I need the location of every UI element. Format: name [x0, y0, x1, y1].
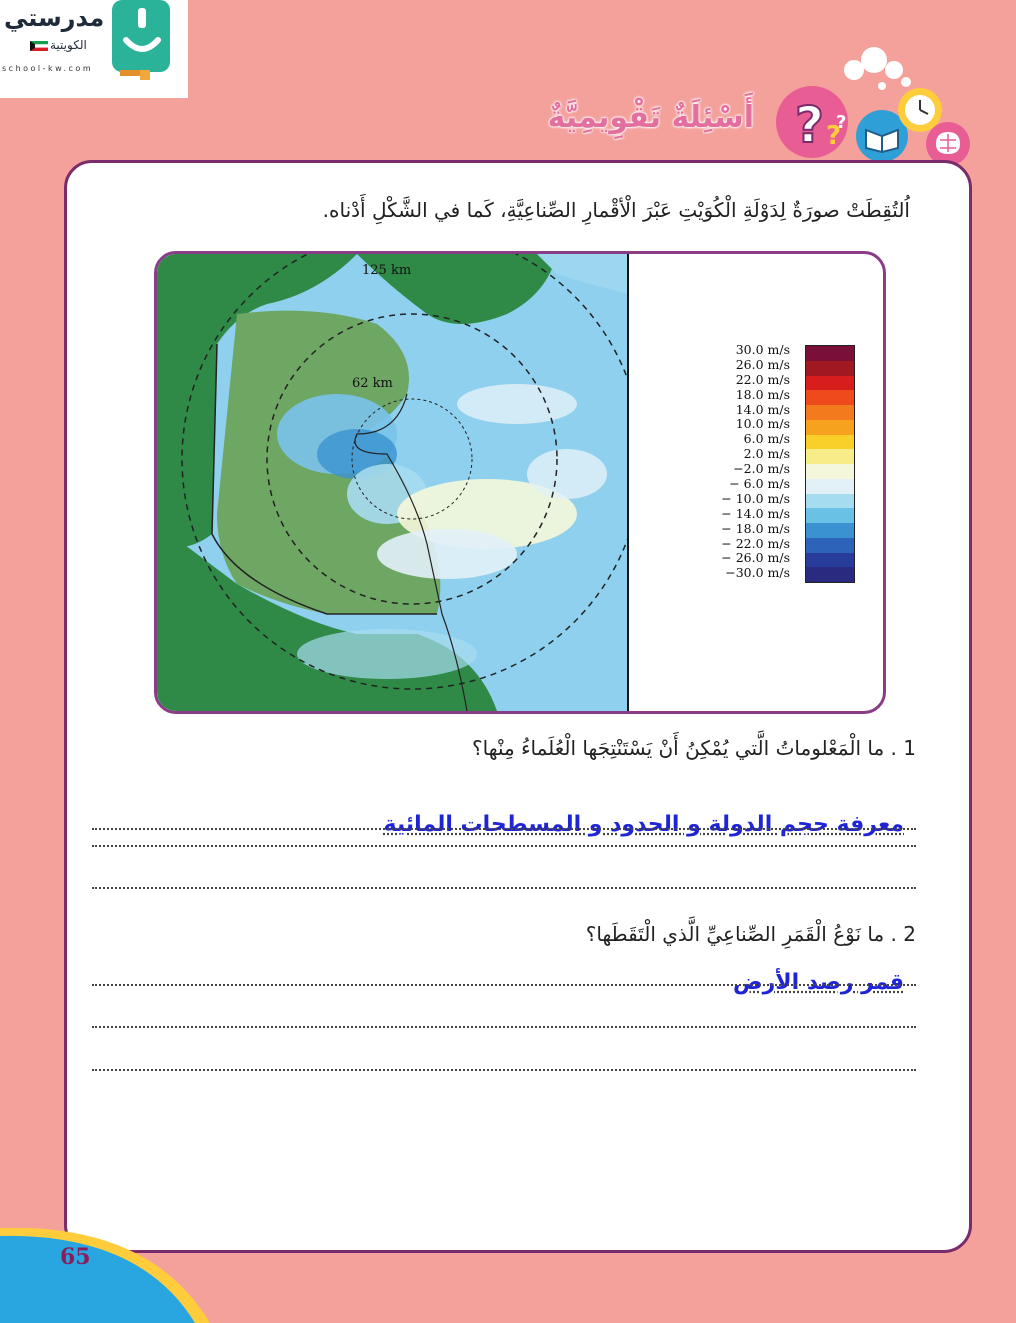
legend-label: 26.0 m/s: [735, 356, 790, 372]
svg-text:?: ?: [836, 112, 847, 133]
legend-label: − 6.0 m/s: [729, 476, 790, 492]
svg-text:?: ?: [826, 121, 842, 151]
range-label-inner: 62 km: [352, 376, 393, 391]
header-decoration: [770, 40, 980, 165]
legend-swatch: [806, 376, 854, 391]
legend-label: −2.0 m/s: [733, 461, 790, 477]
answer-2: قمر رصد الأرض: [733, 970, 904, 995]
range-label-outer: 125 km: [362, 263, 412, 278]
logo-subtitle: الكويتية: [50, 38, 87, 52]
question-2: 2 . ما نَوْعُ الْقَمَرِ الصِّناعِيِّ الَّذي الْتَقَطَها؟: [585, 922, 916, 946]
answer-line: [92, 1026, 916, 1028]
answer-line: [92, 1069, 916, 1071]
bubbles-icon: [844, 47, 911, 90]
legend-color-bar: [805, 345, 855, 583]
question-mark-icon: [776, 86, 848, 158]
kuwait-flag-icon: [30, 41, 48, 51]
page-corner: [0, 1228, 230, 1323]
legend-labels: [702, 343, 790, 581]
page-number: 65: [60, 1244, 91, 1270]
question-1: 1 . ما الْمَعْلوماتُ الَّتي يُمْكِنُ أَنْ يَسْتَنْتِجَها الْعُلَماءُ مِنْها؟: [472, 736, 916, 760]
legend-label: − 14.0 m/s: [721, 505, 790, 521]
legend-label: 30.0 m/s: [735, 342, 790, 357]
legend-swatch: [806, 567, 854, 582]
legend-swatch: [806, 435, 854, 450]
logo-title: مدرستي: [4, 4, 105, 32]
logo-mark-icon: [108, 0, 172, 80]
legend-label: 2.0 m/s: [743, 446, 790, 462]
satellite-figure: [154, 251, 886, 714]
intro-text: اُلتُقِطَتْ صورَةٌ لِدَوْلَةِ الْكُوَيْتِ عَبْرَ الْأقْمارِ الصِّناعِيَّةِ، كَما في الشَّكْلِ أَدْناه.: [322, 198, 910, 222]
legend-label: 6.0 m/s: [743, 431, 790, 447]
answer-1: معرفة حجم الدولة و الحدود و المسطحات المائية: [383, 812, 904, 837]
answer-line: [92, 984, 916, 986]
legend-label: − 22.0 m/s: [721, 535, 790, 551]
legend-swatch: [806, 553, 854, 568]
legend-label: 10.0 m/s: [735, 416, 790, 432]
legend-label: − 26.0 m/s: [721, 550, 790, 566]
answer-line: [92, 845, 916, 847]
figure-divider: [627, 254, 629, 711]
legend-label: −30.0 m/s: [725, 565, 790, 581]
legend-label: 18.0 m/s: [735, 386, 790, 402]
legend-label: 14.0 m/s: [735, 401, 790, 417]
logo-url: school-kw.com: [2, 64, 94, 73]
legend-swatch: [806, 405, 854, 420]
velocity-legend: [702, 343, 862, 583]
legend-swatch: [806, 390, 854, 405]
legend-swatch: [806, 523, 854, 538]
legend-swatch: [806, 508, 854, 523]
clock-icon: [898, 88, 942, 132]
legend-label: − 10.0 m/s: [721, 490, 790, 506]
answer-line: [92, 828, 916, 830]
legend-swatch: [806, 494, 854, 509]
legend-swatch: [806, 538, 854, 553]
legend-swatch: [806, 361, 854, 376]
svg-text:?: ?: [795, 96, 825, 154]
legend-label: 22.0 m/s: [735, 371, 790, 387]
legend-label: − 18.0 m/s: [721, 520, 790, 536]
radar-map: [157, 254, 629, 711]
brain-icon: [926, 122, 970, 165]
legend-swatch: [806, 464, 854, 479]
legend-swatch: [806, 449, 854, 464]
school-logo: [0, 0, 188, 98]
legend-swatch: [806, 420, 854, 435]
section-title: أَسْئِلَةٌ تَقْوِيمِيَّةٌ: [547, 100, 754, 135]
answer-line: [92, 887, 916, 889]
legend-swatch: [806, 479, 854, 494]
legend-swatch: [806, 346, 854, 361]
